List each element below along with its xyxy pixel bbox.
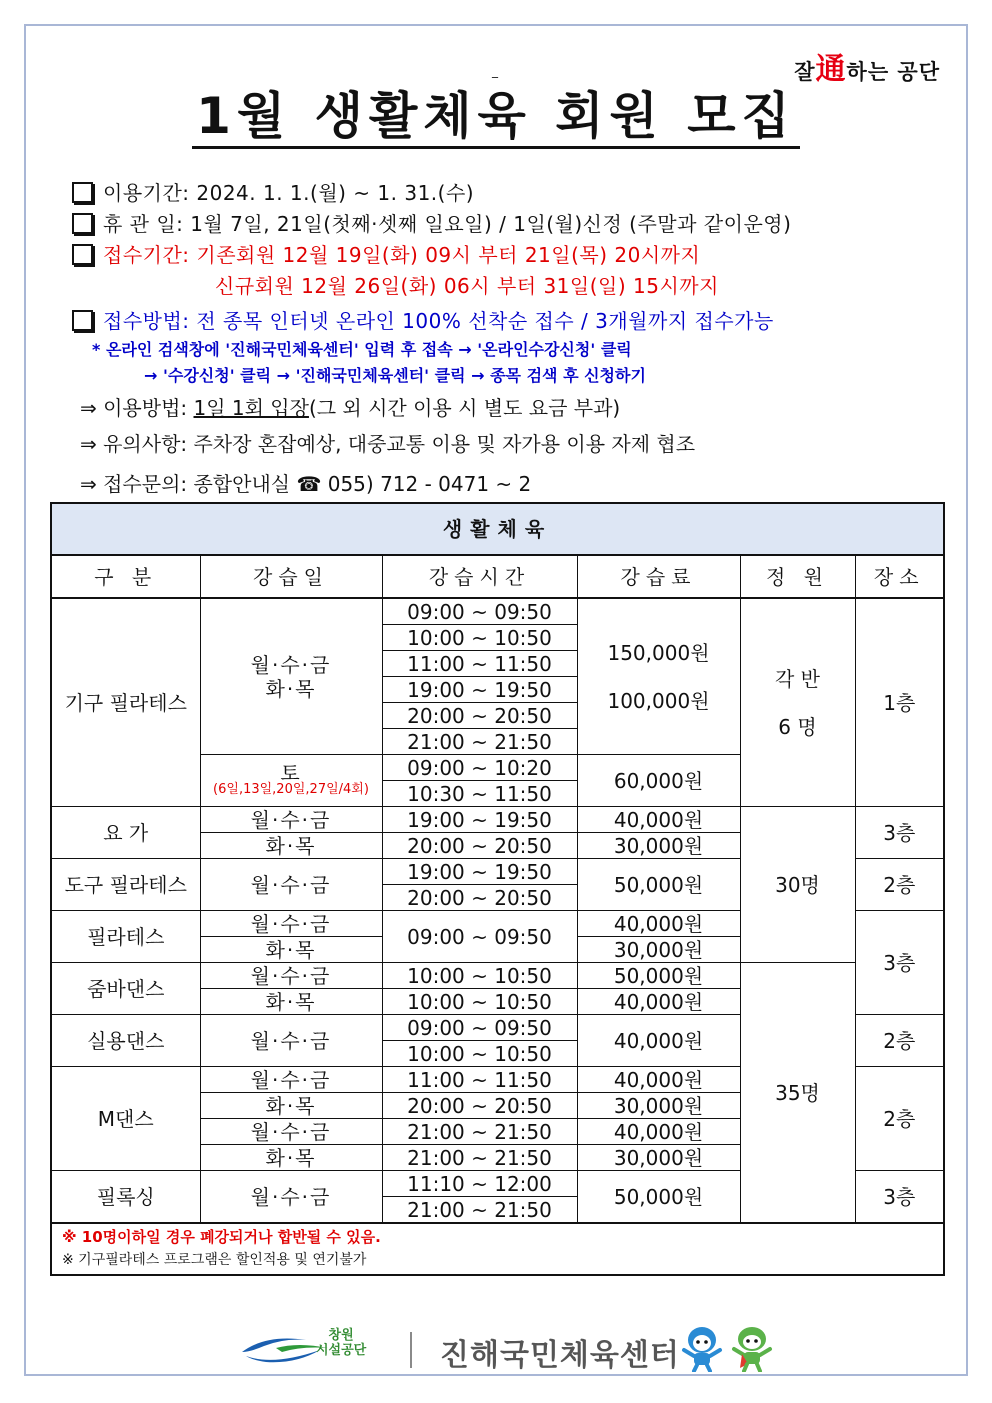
class-fee: 30,000원 — [577, 833, 740, 859]
class-fee: 30,000원 — [577, 1093, 740, 1119]
note-discount: ※ 기구필라테스 프로그램은 할인적용 및 연기불가 — [62, 1252, 367, 1268]
table-caption: 생활체육 — [51, 503, 944, 555]
class-fee: 50,000원 — [577, 963, 740, 989]
info-step2: → '수강신청' 클릭 → '진해국민체육센터' 클릭 → 종목 검색 후 신청하기 — [144, 366, 646, 385]
class-time: 21:00 ~ 21:50 — [382, 729, 577, 755]
table-header-row — [51, 555, 944, 598]
dash-mark: _ — [492, 64, 498, 78]
capacity: 30명 — [740, 807, 855, 963]
checkbox-icon — [72, 244, 93, 265]
phone-icon: ☎ — [296, 472, 322, 496]
info-registration: 접수기간: 기존회원 12월 19일(화) 09시 부터 21일(목) 20시까지 — [72, 240, 952, 271]
center-name: 진해국민체육센터 — [440, 1338, 680, 1373]
table-caption-row — [51, 503, 944, 555]
class-time: 09:00 ~ 09:50 — [382, 911, 577, 963]
class-time: 10:00 ~ 10:50 — [382, 989, 577, 1015]
place: 2층 — [855, 859, 944, 911]
class-time: 20:00 ~ 20:50 — [382, 885, 577, 911]
info-usage: ⇒ 이용방법: 1일 1회 입장(그 외 시간 이용 시 별도 요금 부과) — [80, 396, 621, 420]
info-step1: * 온라인 검색창에 '진해국민체육센터' 입력 후 접속 → '온라인수강신청' 클릭 — [92, 340, 632, 359]
class-time: 21:00 ~ 21:50 — [382, 1197, 577, 1224]
class-time: 20:00 ~ 20:50 — [382, 1093, 577, 1119]
program-name: 실용댄스 — [51, 1015, 200, 1067]
header-category: 구 분 — [51, 555, 200, 598]
header-fee: 강습료 — [577, 555, 740, 598]
table-notes — [51, 1223, 944, 1275]
program-days: 토 (6일,13일,20일,27일/4회) — [200, 755, 382, 807]
program-name: 필라테스 — [51, 911, 200, 963]
program-days: 월·수·금 — [200, 1119, 382, 1145]
checkbox-icon — [72, 310, 93, 331]
class-time: 19:00 ~ 19:50 — [382, 807, 577, 833]
place: 3층 — [855, 1171, 944, 1224]
class-fee: 40,000원 — [577, 1119, 740, 1145]
class-time: 19:00 ~ 19:50 — [382, 859, 577, 885]
info-registration-new: 신규회원 12월 26일(화) 06시 부터 31일(일) 15시까지 — [215, 274, 719, 298]
program-name: 요 가 — [51, 807, 200, 859]
info-method: 접수방법: 전 종목 인터넷 온라인 100% 선착순 접수 / 3개월까지 접수가능 — [72, 306, 952, 337]
class-fee: 40,000원 — [577, 989, 740, 1015]
class-time: 10:00 ~ 10:50 — [382, 1041, 577, 1067]
class-time: 11:10 ~ 12:00 — [382, 1171, 577, 1197]
program-name: 도구 필라테스 — [51, 859, 200, 911]
program-days: 월·수·금 — [200, 963, 382, 989]
class-time: 20:00 ~ 20:50 — [382, 703, 577, 729]
blue-mascot-icon — [680, 1324, 724, 1372]
info-section — [72, 178, 952, 503]
header-time: 강습시간 — [382, 555, 577, 598]
program-name: 필록싱 — [51, 1171, 200, 1224]
program-days: 월·수·금 — [200, 859, 382, 911]
program-days: 화·목 — [200, 937, 382, 963]
class-fee: 50,000원 — [577, 1171, 740, 1224]
checkbox-icon — [72, 213, 93, 234]
class-fee: 30,000원 — [577, 937, 740, 963]
table-row — [51, 807, 944, 833]
footer-divider — [410, 1332, 412, 1368]
table-notes-row — [51, 1223, 944, 1275]
info-period: 이용기간: 2024. 1. 1.(월) ~ 1. 31.(수) — [72, 178, 952, 209]
class-fee: 150,000원 100,000원 — [577, 598, 740, 755]
place: 3층 — [855, 807, 944, 859]
info-closed: 휴 관 일: 1월 7일, 21일(첫째·셋째 일요일) / 1일(월)신정 (주말과 같이운영) — [72, 209, 952, 240]
program-days: 월·수·금 — [200, 1067, 382, 1093]
page-title: 1월 생활체육 회원 모집 — [0, 88, 992, 149]
info-contact: ⇒ 접수문의: 종합안내실 ☎ 055) 712 - 0471 ~ 2 — [80, 472, 532, 496]
program-days: 화·목 — [200, 833, 382, 859]
class-time: 09:00 ~ 09:50 — [382, 598, 577, 625]
place: 2층 — [855, 1067, 944, 1171]
schedule-table — [50, 502, 945, 1276]
place: 1층 — [855, 598, 944, 807]
capacity: 35명 — [740, 963, 855, 1224]
class-fee: 30,000원 — [577, 1145, 740, 1171]
class-time: 10:00 ~ 10:50 — [382, 963, 577, 989]
place: 3층 — [855, 911, 944, 1015]
class-time: 10:30 ~ 11:50 — [382, 781, 577, 807]
class-time: 09:00 ~ 10:20 — [382, 755, 577, 781]
table-row — [51, 963, 944, 989]
class-fee: 60,000원 — [577, 755, 740, 807]
class-fee: 50,000원 — [577, 859, 740, 911]
program-days: 화·목 — [200, 1145, 382, 1171]
class-fee: 40,000원 — [577, 1067, 740, 1093]
note-cancel: ※ 10명이하일 경우 폐강되거나 합반될 수 있음. — [62, 1228, 381, 1246]
header-place: 장소 — [855, 555, 944, 598]
class-time: 10:00 ~ 10:50 — [382, 625, 577, 651]
program-name: M댄스 — [51, 1067, 200, 1171]
program-days: 월·수·금 화·목 — [200, 598, 382, 755]
class-time: 11:00 ~ 11:50 — [382, 1067, 577, 1093]
program-name: 줌바댄스 — [51, 963, 200, 1015]
info-notice: ⇒ 유의사항: 주차장 혼잡예상, 대중교통 이용 및 자가용 이용 자제 협조 — [80, 432, 696, 456]
class-time: 21:00 ~ 21:50 — [382, 1145, 577, 1171]
program-days: 월·수·금 — [200, 1015, 382, 1067]
class-time: 20:00 ~ 20:50 — [382, 833, 577, 859]
program-days: 화·목 — [200, 1093, 382, 1119]
class-fee: 40,000원 — [577, 807, 740, 833]
header-days: 강습일 — [200, 555, 382, 598]
green-mascot-icon — [730, 1324, 774, 1372]
class-fee: 40,000원 — [577, 1015, 740, 1067]
program-days: 화·목 — [200, 989, 382, 1015]
checkbox-icon — [72, 182, 93, 203]
header-capacity: 정 원 — [740, 555, 855, 598]
table-row — [51, 598, 944, 625]
class-fee: 40,000원 — [577, 911, 740, 937]
class-time: 21:00 ~ 21:50 — [382, 1119, 577, 1145]
program-name: 기구 필라테스 — [51, 598, 200, 807]
place: 2층 — [855, 1015, 944, 1067]
footer — [0, 1322, 992, 1376]
program-days: 월·수·금 — [200, 1171, 382, 1224]
cf-logo-text: 창원 시설공단 — [316, 1328, 367, 1358]
program-days: 월·수·금 — [200, 807, 382, 833]
class-time: 11:00 ~ 11:50 — [382, 651, 577, 677]
class-time: 19:00 ~ 19:50 — [382, 677, 577, 703]
slogan: 잘通하는 공단 — [794, 52, 940, 87]
class-time: 09:00 ~ 09:50 — [382, 1015, 577, 1041]
program-days: 월·수·금 — [200, 911, 382, 937]
capacity: 각 반 6 명 — [740, 598, 855, 807]
